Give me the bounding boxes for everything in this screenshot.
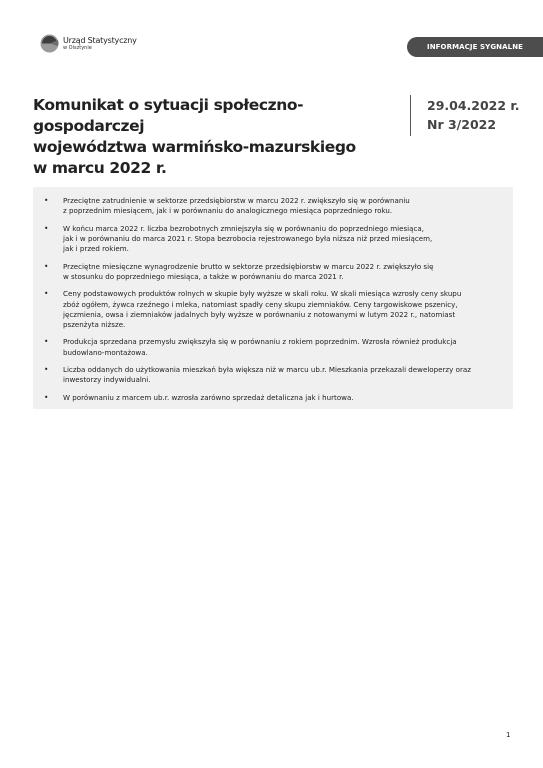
highlight-text-line: budowlano-montażowa. (63, 347, 148, 357)
highlight-text-line: z poprzednim miesiącem, jak i w porównaniu do analogicznego miesiąca poprzedniego roku. (63, 206, 393, 216)
highlights-box (33, 187, 513, 409)
highlight-item (42, 289, 503, 330)
office-logo (40, 34, 137, 53)
highlight-text-line: Ceny podstawowych produktów rolnych w skupie były wyższe w skali roku. W skali miesiąca wzrosły ceny skupu (63, 289, 462, 299)
highlight-text-line: W końcu marca 2022 r. liczba bezrobotnych zmniejszyła się w porównaniu do poprzedniego miesiąca, (63, 223, 425, 233)
highlight-text-line: W porównaniu z marcem ub.r. wzrosła zarówno sprzedaż detaliczna jak i hurtowa. (63, 392, 354, 402)
document-type-badge: INFORMACJE SYGNALNE (407, 37, 543, 57)
document-meta (427, 96, 520, 134)
bullet-icon: • (44, 337, 49, 347)
bullet-icon: • (44, 223, 49, 233)
highlight-item (42, 393, 503, 403)
issue-number: Nr 3/2022 (427, 117, 497, 132)
title-line: województwa warmińsko-mazurskiego (33, 138, 356, 156)
publication-date: 29.04.2022 r. (427, 98, 520, 113)
bullet-icon: • (44, 289, 49, 299)
highlight-text-line: pszenżyta niższe. (63, 319, 126, 329)
highlight-text-line: Przeciętne miesięczne wynagrodzenie brutto w sektorze przedsiębiorstw w marcu 2022 r. zwiększyło się (63, 261, 434, 271)
highlight-item (42, 365, 503, 385)
statistics-office-logo-icon (40, 34, 59, 53)
bullet-icon: • (44, 196, 49, 205)
header-divider (410, 95, 411, 136)
highlight-text-line: Produkcja sprzedana przemysłu zwiększyła się w porównaniu z rokiem poprzednim. Wzrosła również produkcja (63, 337, 457, 347)
logo-subtitle: w Olsztynie (63, 44, 92, 51)
highlights-list (33, 187, 513, 403)
title-line: w marcu 2022 r. (33, 159, 167, 177)
page-number: 1 (506, 731, 511, 739)
highlight-text-line: jak i w porównaniu do marca 2021 r. Stopa bezrobocia rejestrowanego była niższa niż przed miesiącem, (63, 233, 433, 243)
highlight-text-line: jak i przed rokiem. (63, 244, 129, 254)
bullet-icon: • (44, 392, 49, 402)
highlight-item (42, 224, 503, 255)
bullet-icon: • (44, 365, 49, 375)
highlight-text-line: w stosunku do poprzedniego miesiąca, a także w porównaniu do marca 2021 r. (63, 271, 344, 281)
document-title (33, 95, 403, 179)
highlight-item (42, 262, 503, 282)
highlight-text-line: zbóż ogółem, żywca rzeźnego i mleka, natomiast spadły ceny skupu ziemniaków. Ceny targowiskowe pszenicy, (63, 299, 458, 309)
logo-title: Urząd Statystyczny (63, 35, 137, 45)
highlight-text-line: Liczba oddanych do użytkowania mieszkań była większa niż w marcu ub.r. Mieszkania przekazali deweloperzy oraz (63, 365, 471, 375)
highlight-text-line: inwestorzy indywidualni. (63, 375, 151, 385)
highlight-item (42, 337, 503, 357)
highlight-item (42, 196, 503, 216)
highlight-text-line: jęczmienia, owsa i ziemniaków jadalnych były wyższe w porównaniu z notowanymi w lutym 2022 r., natomiast (63, 309, 456, 319)
title-line: Komunikat o sytuacji społeczno-gospodarczej (33, 96, 304, 135)
highlight-text-line: Przeciętne zatrudnienie w sektorze przedsiębiorstw w marcu 2022 r. zwiększyło się w porównaniu (63, 196, 410, 205)
bullet-icon: • (44, 261, 49, 271)
